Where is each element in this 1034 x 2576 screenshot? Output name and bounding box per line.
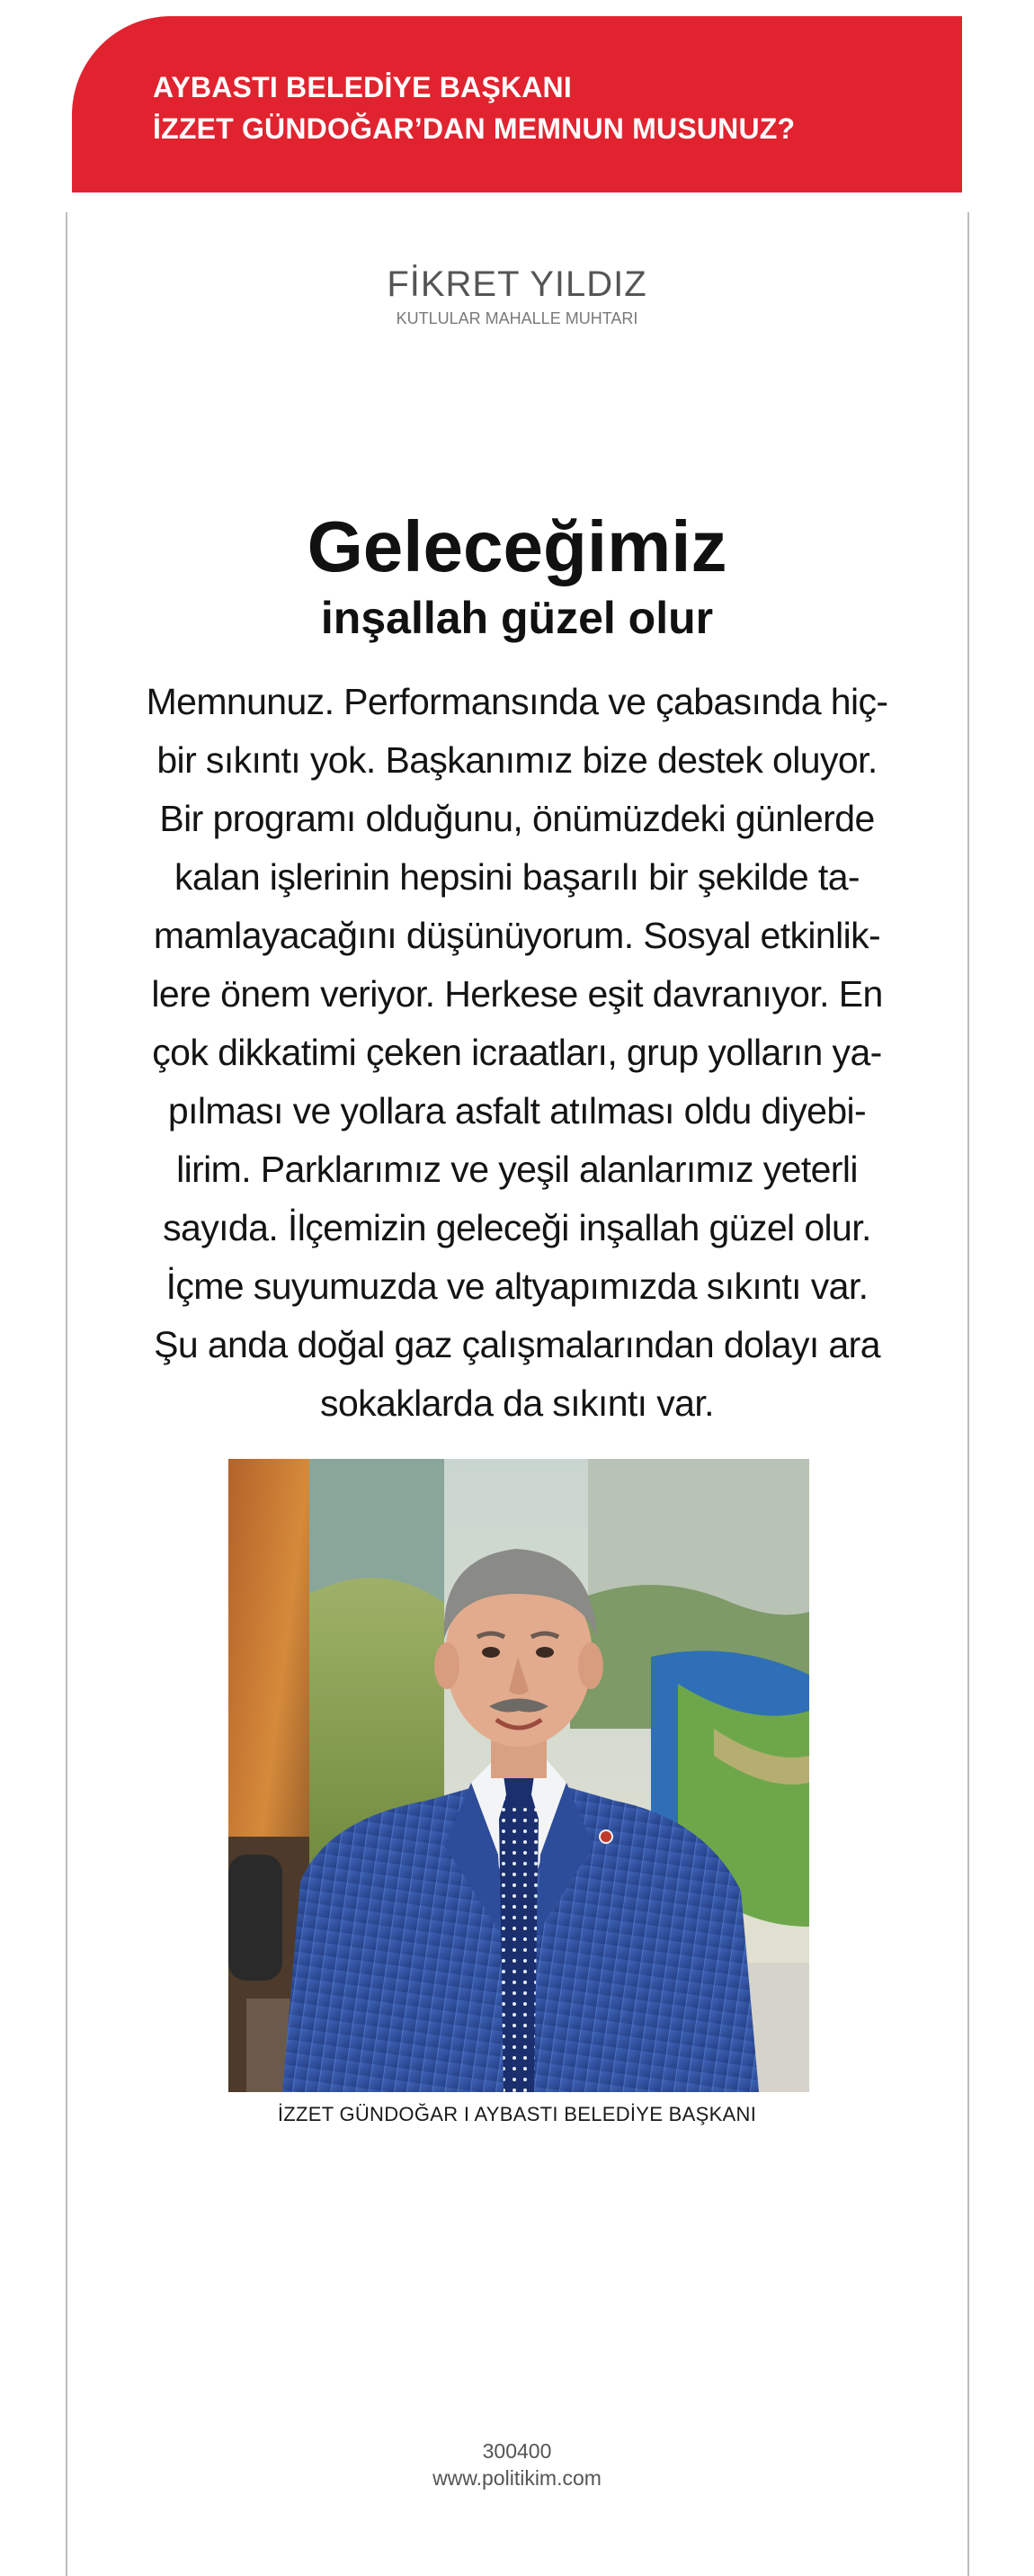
body-line: İçme suyumuzda ve altyapımızda sıkıntı var.	[165, 1266, 869, 1307]
article-body	[144, 673, 890, 1433]
page-footer	[0, 2437, 1034, 2491]
body-line: sokaklarda da sıkıntı var.	[320, 1382, 714, 1424]
footer-website-link[interactable]: www.politikim.com	[432, 2466, 602, 2490]
banner-line-2: İZZET GÜNDOĞAR’DAN MEMNUN MUSUNUZ?	[153, 112, 796, 145]
portrait-photo	[228, 1459, 809, 2092]
body-line: lere önem veriyor. Herkese eşit davranıyor. En	[151, 973, 883, 1015]
footer-code: 300400	[482, 2439, 552, 2463]
body-line: Bir programı olduğunu, önümüzdeki günlerde	[159, 798, 875, 839]
body-line: pılması ve yollara asfalt atılması oldu diyebi-	[167, 1090, 867, 1131]
body-line: kalan işlerinin hepsini başarılı bir şekilde ta-	[174, 856, 860, 898]
author-title: KUTLULAR MAHALLE MUHTARI	[396, 309, 638, 327]
photo-caption: İZZET GÜNDOĞAR I AYBASTI BELEDİYE BAŞKANI	[277, 2103, 757, 2125]
body-line: Şu anda doğal gaz çalışmalarından dolayı ara	[154, 1324, 880, 1365]
body-line: Memnunuz. Performansında ve çabasında hiç-	[146, 681, 888, 722]
banner-line-1: AYBASTI BELEDİYE BAŞKANI	[153, 71, 572, 103]
headline-block	[0, 504, 1034, 646]
author-name: FİKRET YILDIZ	[387, 264, 647, 304]
body-line: çok dikkatimi çeken icraatları, grup yolların ya-	[152, 1032, 882, 1073]
body-line: lirim. Parklarımız ve yeşil alanlarımız yeterli	[176, 1149, 858, 1190]
headline-main: Geleceğimiz	[307, 506, 727, 586]
body-line: sayıda. İlçemizin geleceği inşallah güzel olur.	[163, 1207, 871, 1248]
body-line: bir sıkıntı yok. Başkanımız bize destek oluyor.	[156, 739, 878, 781]
body-line: mamlayacağını düşünüyorum. Sosyal etkinlik-	[153, 915, 881, 956]
headline-sub: inşallah güzel olur	[320, 593, 714, 643]
header-banner	[72, 16, 962, 192]
author-block	[0, 263, 1034, 329]
